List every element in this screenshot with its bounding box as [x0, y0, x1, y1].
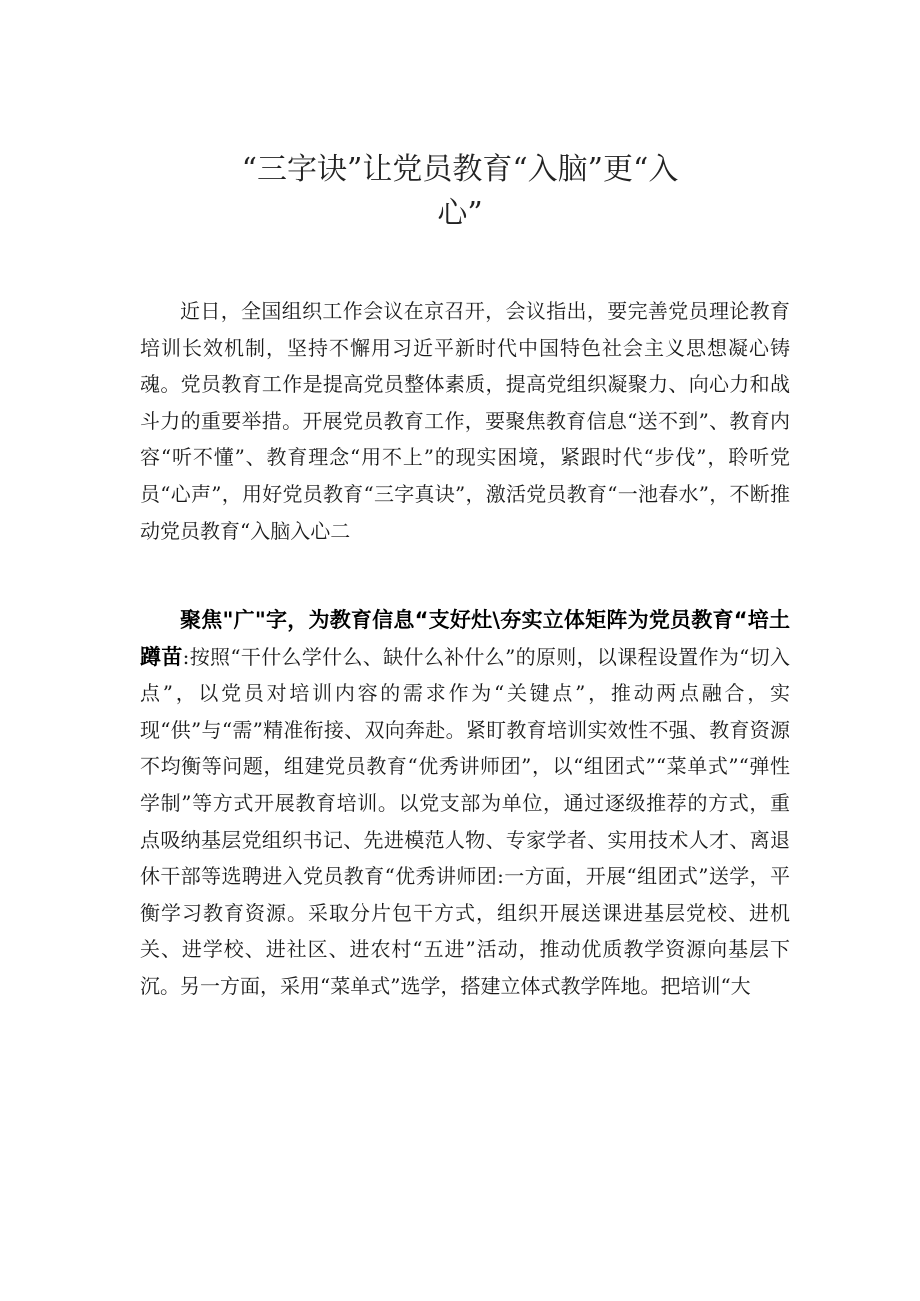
paragraph-intro: 近日，全国组织工作会议在京召开，会议指出，要完善党员理论教育培训长效机制，坚持不懈用习近平新时代中国特色社会主义思想凝心铸魂。党员教育工作是提高党员整体素质，提高党组织凝聚力、向心力和战斗力的重要举措。开展党员教育工作，要聚焦教育信息“送不到”、教育内容“听不懂”、教育理念“用不上”的现实困境，紧跟时代“步伐”，聆听党员“心声”，用好党员教育“三字真诀”，激活党员教育“一池春水”，不断推动党员教育“入脑入心二	[140, 299, 790, 543]
article-title-line-1: “三字诀”让党员教育“入脑”更“入	[241, 152, 679, 187]
article-title-line-2: 心”	[437, 196, 483, 231]
section-1-heading: 聚焦"广"字，为教育信息“支好灶\夯实立体矩阵为党员教育“培土蹲苗	[140, 608, 790, 669]
paragraph-section-1	[140, 602, 790, 1005]
section-1-body: :按照“干什么学什么、缺什么补什么”的原则，以课程设置作为“切入点”，以党员对培训内容的需求作为“关键点”，推动两点融合，实现“供”与“需”精准衔接、双向奔赴。紧盯教育培训实效性不强、教育资源不均衡等问题，组建党员教育“优秀讲师团”，以“组团式”“菜单式”“弹性学制”等方式开展教育培训。以党支部为单位，通过逐级推荐的方式，重点吸纳基层党组织书记、先进模范人物、专家学者、实用技术人才、离退休干部等选聘进入党员教育“优秀讲师团:一方面，开展“组团式”送学，平衡学习教育资源。采取分片包干方式，组织开展送课进基层党校、进机关、进学校、进社区、进农村“五进”活动，推动优质教学资源向基层下沉。另一方面，采用“菜单式”选学，搭建立体式教学阵地。把培训“大	[140, 644, 791, 998]
